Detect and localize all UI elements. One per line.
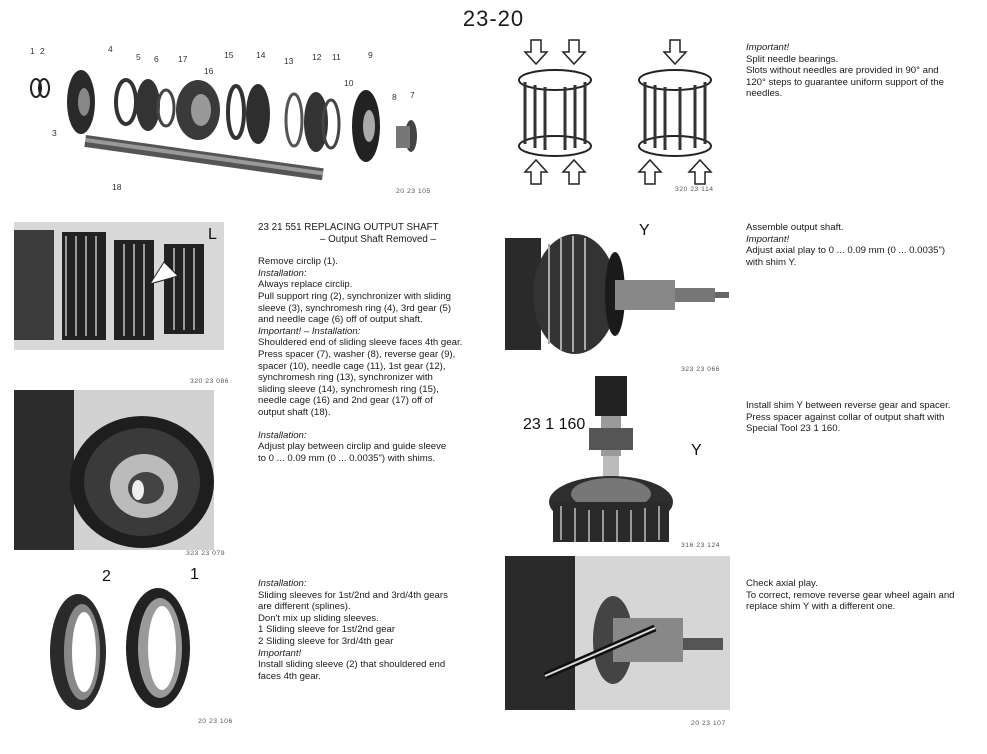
text-line: needle cage (16) and 2nd gear (17) off of — [258, 395, 433, 407]
part-number-14: 14 — [256, 50, 266, 60]
text-line: faces 4th gear. — [258, 670, 321, 682]
section-heading: 23 21 551 REPLACING OUTPUT SHAFT — [258, 222, 439, 233]
page-number: 23-20 — [462, 6, 525, 31]
text-line: Check axial play. — [746, 578, 818, 589]
photo-gear-L — [14, 222, 246, 392]
section-subheading: – Output Shaft Removed – — [320, 233, 436, 245]
figure-caption: 323 23 066 — [681, 366, 721, 373]
label-Y: Y — [639, 222, 650, 239]
text-line: 120° steps to guarantee uniform support of the — [746, 76, 944, 88]
needle-bearing-figure — [505, 38, 735, 198]
text-line: Shouldered end of sliding sleeve faces 4th gear. — [258, 337, 463, 349]
installation-label: Installation: — [258, 578, 307, 589]
text-line: Assemble output shaft. — [746, 222, 844, 233]
text-line: Install shim Y between reverse gear and spacer. — [746, 400, 951, 411]
text-line: are different (splines). — [258, 601, 351, 613]
text-line: replace shim Y with a different one. — [746, 601, 896, 613]
text-line: 1 Sliding sleeve for 1st/2nd gear — [258, 624, 396, 636]
part-number-15: 15 — [224, 50, 234, 60]
important-label: Important! — [746, 42, 790, 53]
part-number-1: 1 — [30, 46, 35, 56]
text-line: Special Tool 23 1 160. — [746, 423, 841, 435]
text-line: synchromesh ring (13), synchronizer with — [258, 372, 433, 384]
part-number-3: 3 — [52, 128, 57, 138]
text-line: Sliding sleeves for 1st/2nd and 3rd/4th gears — [258, 589, 448, 601]
text-line: Slots without needles are provided in 90° and — [746, 65, 939, 77]
label-Y: Y — [691, 442, 702, 459]
part-number-18: 18 — [112, 182, 122, 192]
text-line: output shaft (18). — [258, 406, 331, 418]
photo-sliding-sleeves — [40, 566, 250, 731]
check-axial-play-photo-drawing — [505, 556, 730, 710]
label-L: L — [208, 226, 217, 243]
text-line: Press spacer against collar of output shaft with — [746, 411, 945, 423]
important-label: Important! — [746, 233, 790, 245]
part-number-2: 2 — [40, 46, 45, 56]
figure-caption: 316 23 124 — [681, 542, 721, 549]
sleeves-photo-drawing — [40, 582, 220, 722]
part-number-10: 10 — [344, 78, 354, 88]
figure-caption: 20 23 106 — [198, 718, 233, 725]
text-line: Pull support ring (2), synchronizer with sliding — [258, 290, 452, 302]
synchronizer-photo-drawing — [14, 390, 214, 550]
part-number-17: 17 — [178, 54, 188, 64]
photo-synchronizer — [14, 390, 246, 560]
figure-caption: 320 23 086 — [190, 378, 230, 385]
gear-photo-drawing — [14, 222, 224, 350]
text-line: 2 Sliding sleeve for 3rd/4th gear — [258, 635, 394, 647]
text-line: spacer (10), needle cage (11), 1st gear (12), — [258, 360, 446, 372]
installation-label: Installation: — [258, 267, 307, 279]
text-line: sliding sleeve (14), synchromesh ring (15), — [258, 383, 439, 395]
text-line: Don't mix up sliding sleeves. — [258, 612, 379, 624]
exploded-view-figure — [26, 40, 456, 200]
needle-bearing-notes — [746, 42, 981, 100]
special-tool-photo-drawing — [545, 376, 745, 548]
part-number-8: 8 — [392, 92, 397, 102]
figure-caption: 320 23 114 — [675, 186, 714, 193]
step-text: Remove circlip (1). — [258, 256, 338, 268]
text-line: and needle cage (6) off of output shaft. — [258, 314, 423, 326]
text-line: Split needle bearings. — [746, 53, 839, 65]
figure-caption: 20 23 105 — [396, 188, 431, 195]
text-line: Adjust axial play to 0 ... 0.09 mm (0 ... 0.0035") — [746, 245, 946, 257]
text-line: Press spacer (7), washer (8), reverse gear (9), — [258, 348, 456, 360]
part-number-7: 7 — [410, 90, 415, 100]
part-number-16: 16 — [204, 66, 214, 76]
text-line: Adjust play between circlip and guide sleeve — [258, 441, 447, 453]
label-2: 2 — [102, 568, 111, 585]
text-line: to 0 ... 0.09 mm (0 ... 0.0035") with shims. — [258, 452, 436, 464]
important-label: Important! — [258, 647, 302, 659]
needle-bearing-drawing — [505, 38, 735, 188]
text-line: Install sliding sleeve (2) that shouldered end — [258, 659, 446, 671]
output-shaft-photo-drawing — [505, 222, 730, 358]
assemble-output-shaft-notes — [746, 222, 981, 268]
text-line: To correct, remove reverse gear wheel again and — [746, 589, 955, 601]
exploded-view-drawing — [26, 40, 456, 200]
sliding-sleeves-notes — [258, 578, 503, 682]
text-line: with shim Y. — [746, 256, 797, 268]
part-number-4: 4 — [108, 44, 113, 54]
text-line: Always replace circlip. — [258, 279, 353, 291]
output-shaft-procedure — [258, 222, 503, 464]
part-number-6: 6 — [154, 54, 159, 64]
part-number-11: 11 — [332, 52, 341, 62]
figure-caption: 323 23 079 — [186, 550, 226, 557]
part-number-9: 9 — [368, 50, 373, 60]
figure-caption: 20 23 107 — [691, 720, 726, 727]
installation-label: Installation: — [258, 429, 307, 441]
label-1: 1 — [190, 566, 199, 583]
label-tool-number: 23 1 160 — [523, 416, 586, 433]
install-shim-notes — [746, 400, 981, 435]
check-axial-play-notes — [746, 578, 981, 613]
part-number-12: 12 — [312, 52, 322, 62]
part-number-13: 13 — [284, 56, 294, 66]
photo-output-shaft-Y — [505, 222, 740, 377]
part-number-5: 5 — [136, 52, 141, 62]
photo-check-axial-play — [505, 556, 740, 731]
photo-special-tool — [505, 376, 740, 556]
important-installation-label: Important! – Installation: — [258, 325, 361, 337]
text-line: needles. — [746, 88, 783, 100]
text-line: sleeve (3), synchromesh ring (4), 3rd gear (5) — [258, 302, 452, 314]
